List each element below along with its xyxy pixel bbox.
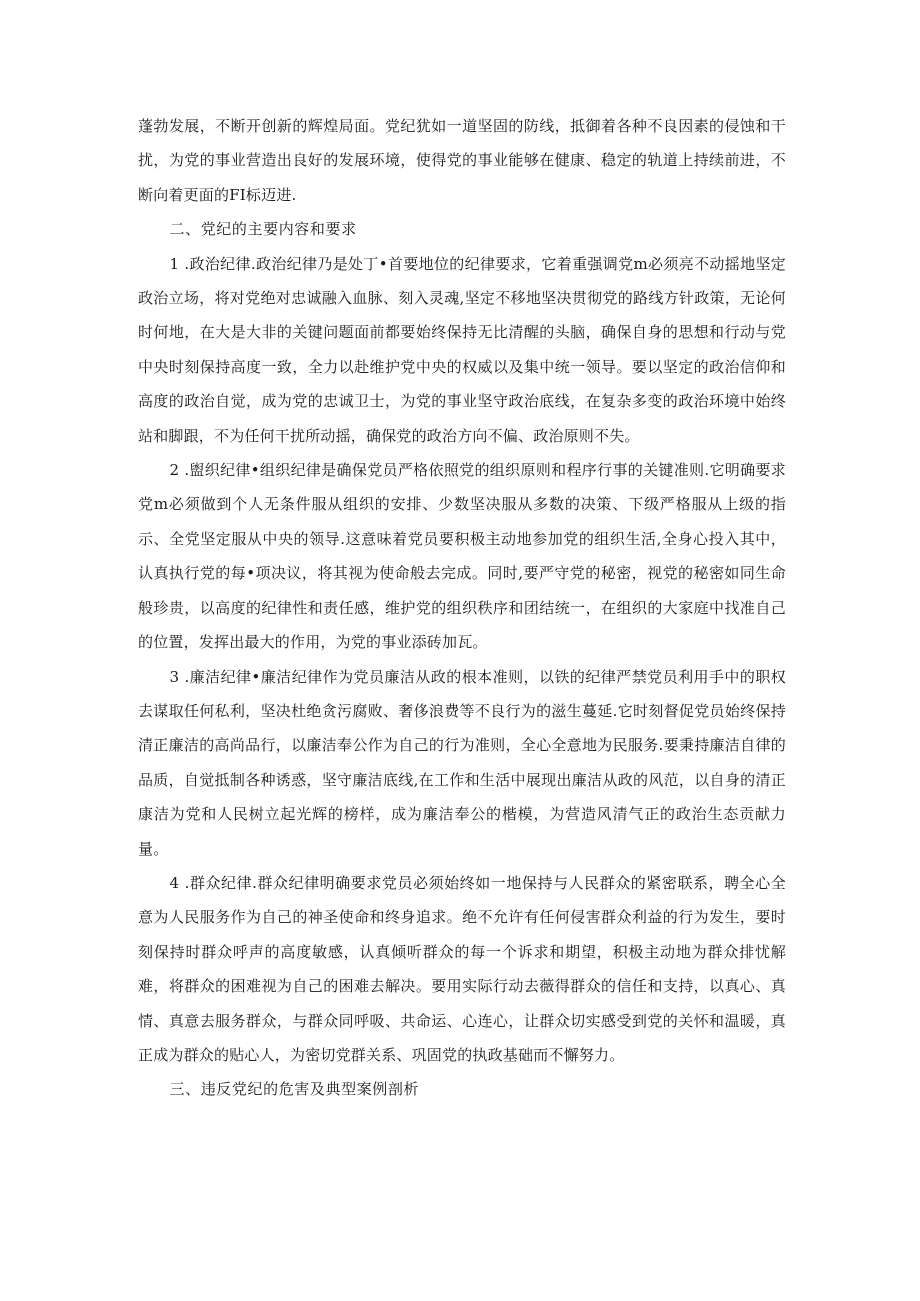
paragraph-organizational-discipline: 2 .盥织纪律•组织纪律是确保党员严格依照党的组织原则和程序行事的关键准则.它明确要求党m必须做到个人无条件服从组织的安排、少数坚决服从多数的决策、下级严格服从上级的指示、全党坚定服从中央的领导.这意味着党员要积极主动地参加党的组织生活,全身心投入其中，认真执行党的每•项决议，将其视为使命般去完成。同时,要严守党的秘密，视党的秘密如同生命般珍贵，以高度的纪律性和责任感，维护党的组织秩序和团结统一，在组织的大家庭中找准自己的位置，发挥出最大的作用，为党的事业添砖加瓦。 xyxy=(138,461,786,652)
continuation-paragraph: 蓬勃发展，不断开创新的辉煌局面。党纪犹如一道坚固的防线，抵御着各种不良因素的侵蚀和干扰，为党的事业营造出良好的发展环境，使得党的事业能够在健康、稳定的轨道上持续前进，不断向着更面的FI标迈进. xyxy=(138,117,786,204)
section-heading-2: 二、党纪的主要内容和要求 xyxy=(169,220,357,239)
paragraph-integrity-discipline: 3 .廉洁纪律•廉洁纪律作为党员廉洁从政的根本准则，以铁的纪律严禁党员利用手中的职权去谋取任何私利，坚决杜绝贪污腐败、奢侈浪费等不良行为的滋生蔓延.它时刻督促党员始终保持清正廉洁的高尚品行，以廉洁奉公作为自己的行为准则，全心全意地为民服务.要秉持廉洁自律的品质，自觉抵制各种诱惑，坚守廉洁底线,在工作和生活中展现出廉洁从政的风范，以自身的清正康洁为党和人民树立起光辉的榜样，成为廉洁奉公的楷模，为营造风清气正的政治生态贡献力量。 xyxy=(138,667,786,858)
document-page xyxy=(138,109,786,1107)
section-heading-3: 三、违反党纪的危害及典型案例剖析 xyxy=(169,1080,420,1099)
paragraph-mass-discipline: 4 .群众纪律.群众纪律明确要求党员必须始终如一地保持与人民群众的紧密联系，聘全心全意为人民服务作为自己的神圣使命和终身追求。绝不允许有任何侵害群众利益的行为发生，要时刻保持时群众呼声的高度敏感，认真倾听群众的每一个诉求和期望，积极主动地为群众排忧解难，将群众的困难视为自己的困难去解决。要用实际行动去薇得群众的信任和支持，以真心、真情、真意去服务群众，与群众同呼吸、共命运、心连心，让群众切实感受到党的关怀和温暖，真正成为群众的贴心人，为密切党群关系、巩固党的执政基础而不懈努力。 xyxy=(138,873,786,1064)
paragraph-political-discipline: 1 .政治纪律.政治纪律乃是处丁•首要地位的纪律要求，它着重强调党m必须亮不动摇地坚定政治立场，将对党绝对忠诚融入血脉、刻入灵魂,坚定不移地坚决贯彻党的路线方针政策，无论何时何地，在大是大非的关键问题面前都要始终保持无比清醒的头脑，确保自身的思想和行动与党中央时刻保持高度一致，全力以赴维护党中央的权威以及集中统一领导。要以坚定的政治信仰和高度的政治自觉，成为党的忠诚卫士，为党的事业坚守政治底线，在复杂多变的政治环境中始终站和脚跟，不为任何干扰所动摇，确保党的政治方向不偏、政治原则不失。 xyxy=(138,254,786,445)
